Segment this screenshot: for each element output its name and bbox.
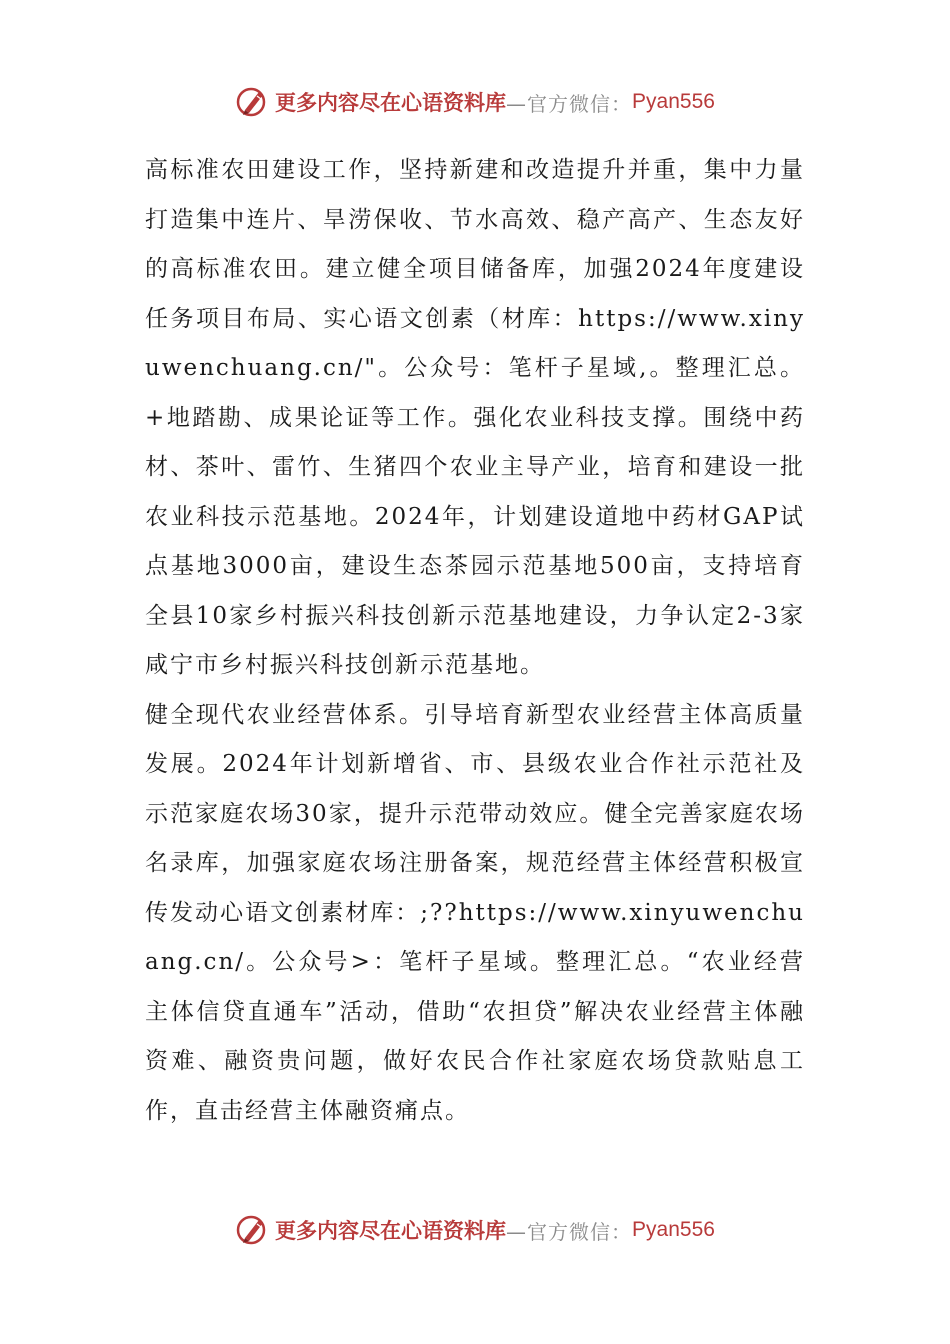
header-brand-text: 更多内容尽在心语资料库 (275, 90, 507, 115)
header-banner (0, 80, 950, 124)
footer-banner (0, 1208, 950, 1252)
body-paragraph-2: 健全现代农业经营体系。引导培育新型农业经营主体高质量发展。2024年计划新增省、市、县级农业合作社示范社及示范家庭农场30家，提升示范带动效应。健全完善家庭农场名录库，加强家庭农场注册备案，规范经营主体经营积极宣传发动心语文创素材库：;??https://www.xinyuwenchuang.cn/。公众号>：笔杆子星域。整理汇总。“农业经营主体信贷直通车”活动，借助“农担贷”解决农业经营主体融资难、融资贵问题，做好农民合作社家庭农场贷款贴息工作，直击经营主体融资痛点。 (145, 701, 805, 1124)
document-body (145, 146, 805, 1136)
pen-logo-icon (235, 84, 271, 120)
footer-brand-text: 更多内容尽在心语资料库 (275, 1218, 507, 1243)
body-paragraph-1: 高标准农田建设工作，坚持新建和改造提升并重，集中力量打造集中连片、旱涝保收、节水高效、稳产高产、生态友好的高标准农田。建立健全项目储备库，加强2024年度建设任务项目布局、实心语文创素（材库：https://www.xinyuwenchuang.cn/"。公众号：笔杆子星域,。整理汇总。+地踏勘、成果论证等工作。强化农业科技支撑。围绕中药材、茶叶、雷竹、生猪四个农业主导产业，培育和建设一批农业科技示范基地。2024年，计划建设道地中药材GAP试点基地3000亩，建设生态茶园示范基地500亩，支持培育全县10家乡村振兴科技创新示范基地建设，力争认定2-3家咸宁市乡村振兴科技创新示范基地。 (145, 157, 805, 678)
footer-wechat-id: Pyan556 (632, 1218, 715, 1241)
header-wechat-id: Pyan556 (632, 90, 715, 113)
footer-separator-text: —官方微信： (506, 1219, 633, 1244)
header-separator-text: —官方微信： (506, 91, 633, 116)
pen-logo-icon (235, 1212, 271, 1248)
